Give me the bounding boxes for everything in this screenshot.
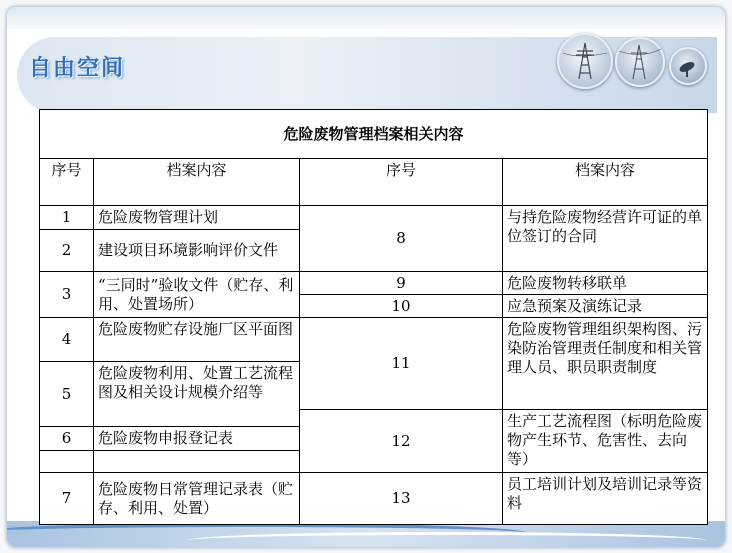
tower-icon <box>557 33 613 89</box>
logo: 自由空间 <box>29 56 126 81</box>
row-no: 1 <box>40 206 94 230</box>
row-no: 6 <box>40 427 94 451</box>
row-content: 危险废物贮存设施厂区平面图 <box>94 318 300 362</box>
row-content: “三同时”验收文件（贮存、利用、处置场所） <box>94 272 300 318</box>
row-no: 4 <box>40 318 94 362</box>
tower-icon <box>615 37 665 87</box>
row-no: 13 <box>300 473 503 525</box>
row-content: 危险废物管理计划 <box>94 206 300 230</box>
row-no: 5 <box>40 362 94 427</box>
row-content: 危险废物转移联单 <box>503 272 708 295</box>
col-header-no-left: 序号 <box>40 159 94 206</box>
row-content: 与持危险废物经营许可证的单位签订的合同 <box>503 206 708 272</box>
row-content-empty <box>94 451 300 473</box>
row-content: 员工培训计划及培训记录等资料 <box>503 473 708 525</box>
table-row <box>40 318 708 362</box>
row-content: 应急预案及演练记录 <box>503 295 708 318</box>
top-bar <box>7 7 725 29</box>
table-row <box>40 206 708 230</box>
row-no: 9 <box>300 272 503 295</box>
row-no: 7 <box>40 473 94 525</box>
row-no: 10 <box>300 295 503 318</box>
table-row <box>40 272 708 295</box>
col-header-content-right: 档案内容 <box>503 159 708 206</box>
row-no: 3 <box>40 272 94 318</box>
col-header-content-left: 档案内容 <box>94 159 300 206</box>
row-no: 2 <box>40 230 94 272</box>
satellite-dish-icon <box>669 47 707 85</box>
row-content: 危险废物日常管理记录表（贮存、利用、处置） <box>94 473 300 525</box>
table-title: 危险废物管理档案相关内容 <box>40 110 708 159</box>
row-content: 建设项目环境影响评价文件 <box>94 230 300 272</box>
row-no: 8 <box>300 206 503 272</box>
row-content: 危险废物管理组织架构图、污染防治管理责任制度和相关管理人员、职员职责制度 <box>503 318 708 410</box>
row-content: 生产工艺流程图（标明危险废物产生环节、危害性、去向等） <box>503 410 708 473</box>
col-header-no-right: 序号 <box>300 159 503 206</box>
row-content: 危险废物申报登记表 <box>94 427 300 451</box>
footer-wave-highlight <box>187 532 707 548</box>
table-header-row <box>40 159 708 206</box>
row-no: 12 <box>300 410 503 473</box>
archive-table <box>39 109 708 525</box>
row-no: 11 <box>300 318 503 410</box>
row-no-empty <box>40 451 94 473</box>
row-content: 危险废物利用、处置工艺流程图及相关设计规模介绍等 <box>94 362 300 427</box>
table-row <box>40 473 708 525</box>
